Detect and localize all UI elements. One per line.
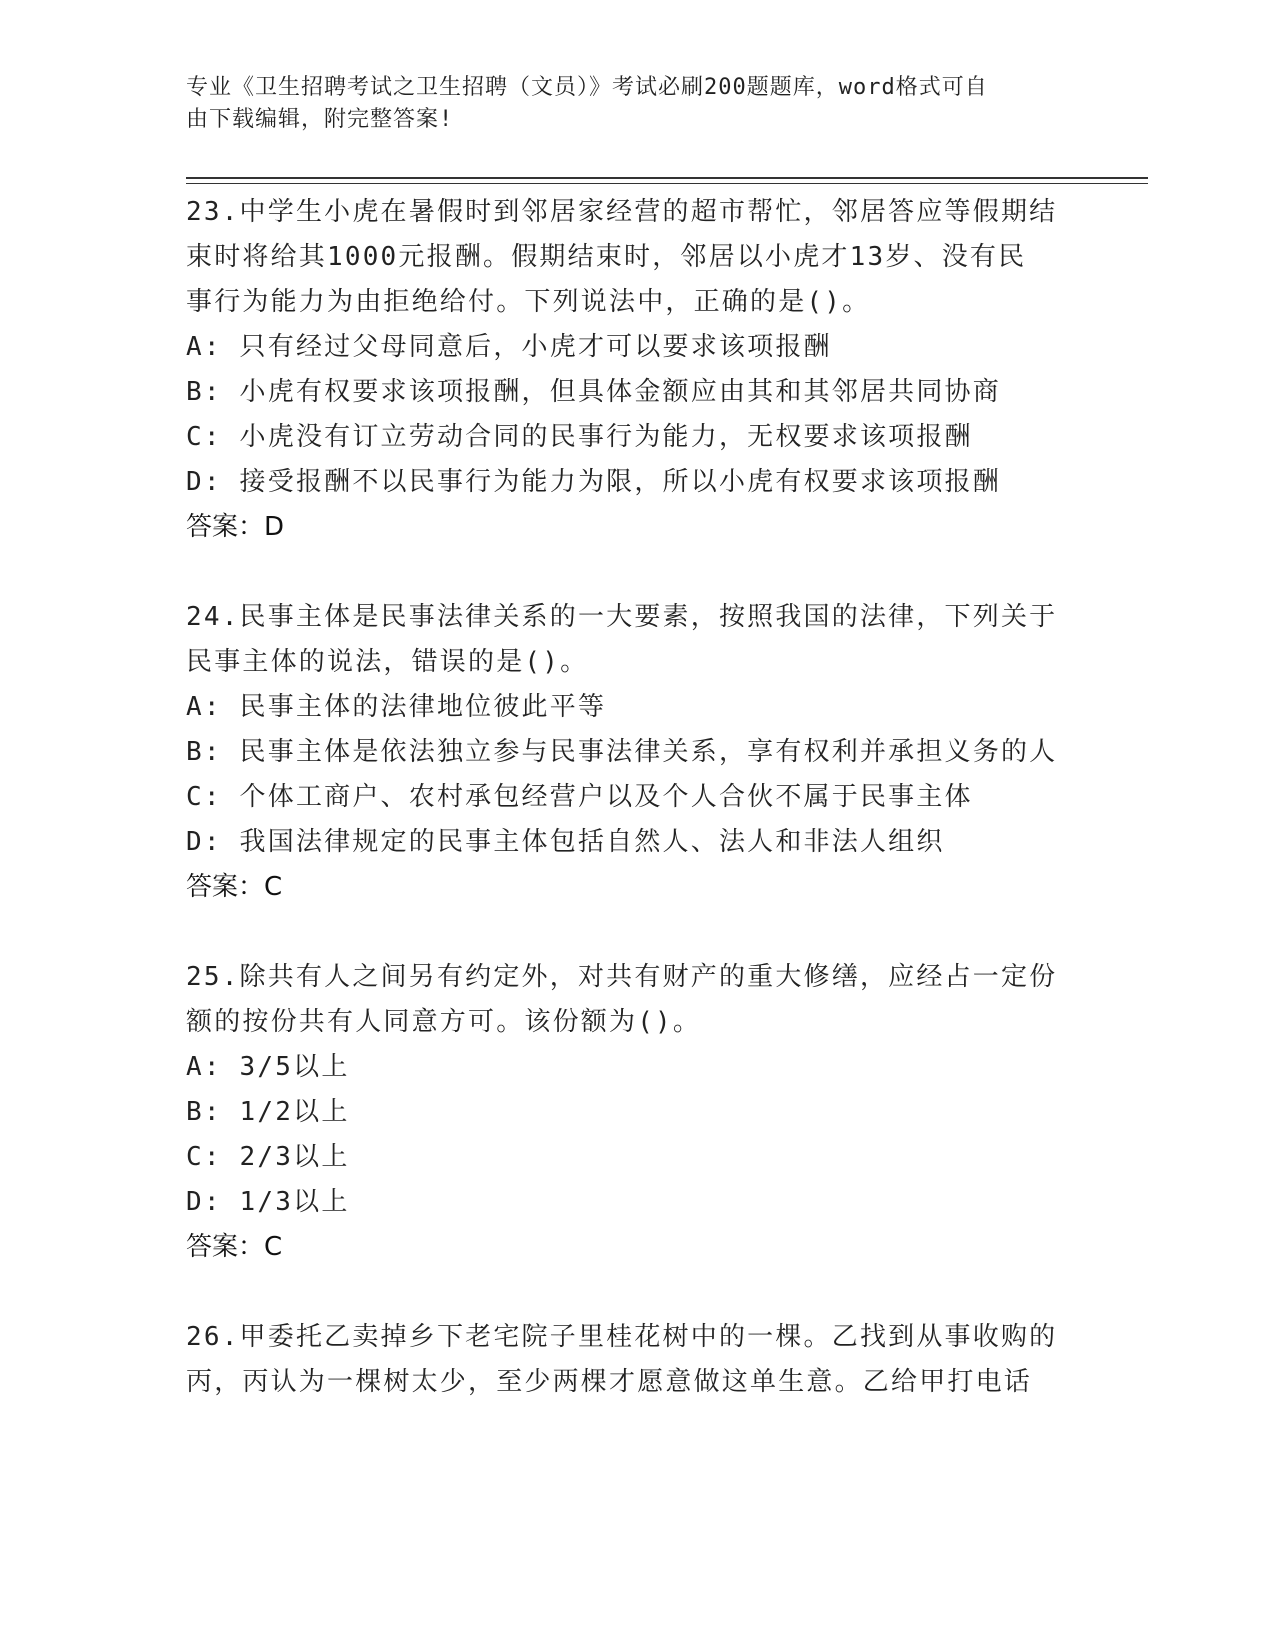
header-divider-thick: [186, 177, 1148, 179]
document-header: [186, 72, 1066, 136]
question-24: [186, 595, 1086, 910]
question-stem-line: 民事主体的说法，错误的是()。: [186, 647, 589, 677]
option-b: B: 1/2以上: [186, 1097, 350, 1127]
question-23: [186, 190, 1086, 550]
option-c: C: 2/3以上: [186, 1142, 350, 1172]
question-stem-line: 丙，丙认为一棵树太少，至少两棵才愿意做这单生意。乙给甲打电话: [186, 1367, 1033, 1397]
question-stem-line: 26.甲委托乙卖掉乡下老宅院子里桂花树中的一棵。乙找到从事收购的: [186, 1322, 1058, 1352]
option-d: D: 我国法律规定的民事主体包括自然人、法人和非法人组织: [186, 827, 945, 857]
question-26: [186, 1315, 1086, 1405]
question-stem-line: 25.除共有人之间另有约定外，对共有财产的重大修缮，应经占一定份: [186, 962, 1058, 992]
option-a: A: 3/5以上: [186, 1052, 350, 1082]
question-list: [186, 190, 1086, 1450]
answer-line: 答案：D: [186, 512, 285, 542]
option-b: B: 小虎有权要求该项报酬，但具体金额应由其和其邻居共同协商: [186, 377, 1001, 407]
option-b: B: 民事主体是依法独立参与民事法律关系，享有权利并承担义务的人: [186, 737, 1058, 767]
option-a: A: 民事主体的法律地位彼此平等: [186, 692, 607, 722]
question-stem-line: 额的按份共有人同意方可。该份额为()。: [186, 1007, 702, 1037]
header-line-2: 由下载编辑，附完整答案!: [186, 107, 454, 132]
option-c: C: 小虎没有订立劳动合同的民事行为能力，无权要求该项报酬: [186, 422, 973, 452]
question-stem-line: 束时将给其1000元报酬。假期结束时，邻居以小虎才13岁、没有民: [186, 242, 1027, 272]
option-d: D: 1/3以上: [186, 1187, 350, 1217]
question-stem-line: 23.中学生小虎在暑假时到邻居家经营的超市帮忙，邻居答应等假期结: [186, 197, 1058, 227]
question-25: [186, 955, 1086, 1270]
header-divider-thin: [186, 183, 1148, 184]
question-stem-line: 24.民事主体是民事法律关系的一大要素，按照我国的法律，下列关于: [186, 602, 1058, 632]
answer-line: 答案：C: [186, 872, 283, 902]
question-stem-line: 事行为能力为由拒绝给付。下列说法中，正确的是()。: [186, 287, 871, 317]
option-d: D: 接受报酬不以民事行为能力为限，所以小虎有权要求该项报酬: [186, 467, 1001, 497]
option-c: C: 个体工商户、农村承包经营户以及个人合伙不属于民事主体: [186, 782, 973, 812]
answer-line: 答案：C: [186, 1232, 283, 1262]
option-a: A: 只有经过父母同意后，小虎才可以要求该项报酬: [186, 332, 832, 362]
header-line-1: 专业《卫生招聘考试之卫生招聘（文员）》考试必刷200题题库，word格式可自: [186, 75, 988, 100]
